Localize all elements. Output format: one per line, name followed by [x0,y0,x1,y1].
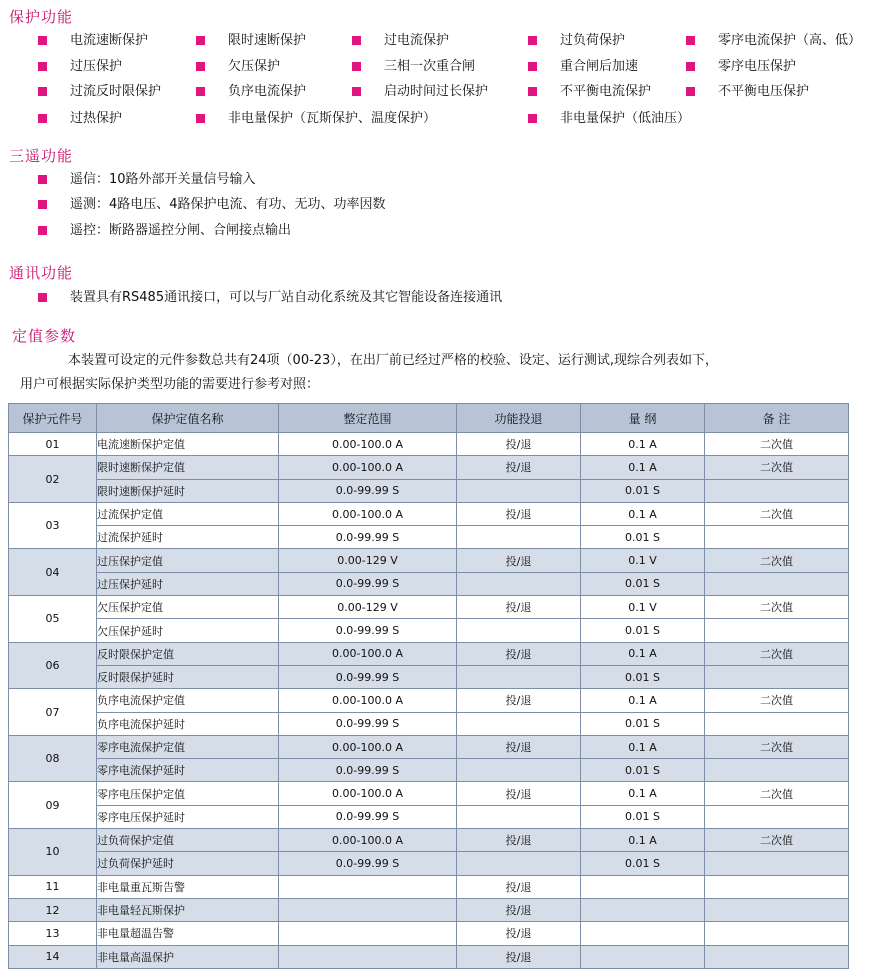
element-no-cell: 13 [9,922,97,945]
bullet-square-icon [38,87,47,96]
note-cell [705,922,849,945]
switch-cell [457,572,581,595]
table-row [9,549,849,572]
range-cell: 0.0-99.99 S [279,805,457,828]
bullet-square-icon [196,36,205,45]
element-no-cell: 11 [9,875,97,898]
note-cell: 二次值 [705,456,849,479]
unit-cell: 0.1 A [581,689,705,712]
protection-item-label: 三相一次重合闸 [384,59,476,74]
table-header-row [9,404,849,433]
bullet-square-icon [528,36,537,45]
setting-name-cell: 零序电压保护延时 [97,805,279,828]
setting-name-cell: 负序电流保护定值 [97,689,279,712]
setting-name-cell: 限时速断保护延时 [97,479,279,502]
note-cell [705,898,849,921]
note-cell [705,852,849,875]
unit-cell: 0.01 S [581,852,705,875]
bullet-square-icon [38,114,47,123]
unit-cell: 0.01 S [581,572,705,595]
range-cell: 0.00-100.0 A [279,642,457,665]
switch-cell: 投/退 [457,456,581,479]
switch-cell: 投/退 [457,782,581,805]
switch-cell [457,526,581,549]
switch-cell [457,805,581,828]
range-cell: 0.00-100.0 A [279,502,457,525]
switch-cell: 投/退 [457,735,581,758]
setting-name-cell: 过负荷保护定值 [97,829,279,852]
bullet-square-icon [686,87,695,96]
setting-name-cell: 零序电压保护定值 [97,782,279,805]
table-row [9,759,849,782]
element-no-cell: 04 [9,549,97,596]
range-cell: 0.00-100.0 A [279,456,457,479]
protection-item-label: 零序电流保护（高、低） [718,33,862,48]
header-element-no: 保护元件号 [9,404,97,433]
bullet-square-icon [528,114,537,123]
range-cell: 0.0-99.99 S [279,479,457,502]
bullet-square-icon [686,36,695,45]
protection-item-label: 过负荷保护 [560,33,626,48]
protection-item-label: 零序电压保护 [718,59,797,74]
table-row [9,619,849,642]
settings-section-title: 定值参数 [12,327,77,345]
bullet-square-icon [38,175,47,184]
table-row [9,829,849,852]
unit-cell [581,875,705,898]
header-switch: 功能投退 [457,404,581,433]
element-no-cell: 05 [9,596,97,643]
bullet-square-icon [38,200,47,209]
unit-cell: 0.1 A [581,735,705,758]
element-no-cell: 07 [9,689,97,736]
unit-cell: 0.01 S [581,712,705,735]
note-cell: 二次值 [705,689,849,712]
protection-item-label: 负序电流保护 [228,84,307,99]
bullet-square-icon [352,62,361,71]
settings-table [8,403,849,969]
bullet-square-icon [352,87,361,96]
note-cell [705,759,849,782]
table-row [9,433,849,456]
unit-cell: 0.1 A [581,782,705,805]
bullet-square-icon [528,62,537,71]
setting-name-cell: 欠压保护延时 [97,619,279,642]
element-no-cell: 10 [9,829,97,876]
range-cell: 0.0-99.99 S [279,572,457,595]
range-cell: 0.00-100.0 A [279,829,457,852]
element-no-cell: 03 [9,502,97,549]
unit-cell: 0.1 A [581,829,705,852]
note-cell [705,945,849,968]
table-row [9,805,849,828]
element-no-cell: 01 [9,433,97,456]
range-cell: 0.0-99.99 S [279,759,457,782]
element-no-cell: 14 [9,945,97,968]
switch-cell [457,665,581,688]
range-cell [279,898,457,921]
setting-name-cell: 限时速断保护定值 [97,456,279,479]
setting-name-cell: 非电量重瓦斯告警 [97,875,279,898]
unit-cell [581,945,705,968]
table-row [9,596,849,619]
table-row [9,782,849,805]
remote-item-label: 遥控：断路器遥控分闸、合闸接点输出 [70,223,292,238]
element-no-cell: 02 [9,456,97,503]
table-row [9,712,849,735]
header-unit: 量 纲 [581,404,705,433]
switch-cell [457,759,581,782]
range-cell: 0.00-100.0 A [279,735,457,758]
note-cell: 二次值 [705,596,849,619]
table-row [9,875,849,898]
switch-cell: 投/退 [457,433,581,456]
unit-cell: 0.1 V [581,596,705,619]
note-cell [705,805,849,828]
unit-cell: 0.1 V [581,549,705,572]
range-cell: 0.00-129 V [279,596,457,619]
element-no-cell: 08 [9,735,97,782]
unit-cell: 0.1 A [581,502,705,525]
setting-name-cell: 过压保护延时 [97,572,279,595]
protection-item-label: 不平衡电流保护 [560,84,652,99]
note-cell: 二次值 [705,549,849,572]
bullet-square-icon [196,114,205,123]
switch-cell: 投/退 [457,549,581,572]
protection-item-label: 过流反时限保护 [70,84,162,99]
setting-name-cell: 电流速断保护定值 [97,433,279,456]
settings-intro-line-2: 用户可根据实际保护类型功能的需要进行参考对照： [20,377,320,392]
table-row [9,526,849,549]
switch-cell [457,479,581,502]
range-cell [279,922,457,945]
note-cell: 二次值 [705,433,849,456]
protection-section-title: 保护功能 [9,8,74,26]
range-cell: 0.0-99.99 S [279,665,457,688]
setting-name-cell: 过流保护延时 [97,526,279,549]
table-row [9,922,849,945]
bullet-square-icon [196,87,205,96]
range-cell: 0.0-99.99 S [279,712,457,735]
protection-item-label: 欠压保护 [228,59,281,74]
switch-cell [457,852,581,875]
range-cell: 0.0-99.99 S [279,619,457,642]
bullet-square-icon [352,36,361,45]
element-no-cell: 12 [9,898,97,921]
switch-cell [457,712,581,735]
unit-cell: 0.1 A [581,433,705,456]
setting-name-cell: 过流保护定值 [97,502,279,525]
remote-item-label: 遥测：4路电压、4路保护电流、有功、无功、功率因数 [70,197,386,212]
protection-item-label: 过压保护 [70,59,123,74]
unit-cell: 0.01 S [581,619,705,642]
bullet-square-icon [38,293,47,302]
unit-cell: 0.01 S [581,665,705,688]
note-cell: 二次值 [705,735,849,758]
switch-cell: 投/退 [457,829,581,852]
table-row [9,642,849,665]
bullet-square-icon [38,226,47,235]
note-cell: 二次值 [705,502,849,525]
switch-cell: 投/退 [457,642,581,665]
element-no-cell: 09 [9,782,97,829]
unit-cell: 0.1 A [581,642,705,665]
unit-cell: 0.01 S [581,805,705,828]
protection-item-label: 电流速断保护 [70,33,149,48]
switch-cell: 投/退 [457,689,581,712]
note-cell [705,526,849,549]
switch-cell: 投/退 [457,922,581,945]
settings-intro-line-1: 本装置可设定的元件参数总共有24项（00-23），在出厂前已经过严格的校验、设定、运行测试,现综合列表如下， [68,353,718,368]
unit-cell [581,922,705,945]
setting-name-cell: 过压保护定值 [97,549,279,572]
table-row [9,945,849,968]
table-row [9,502,849,525]
setting-name-cell: 反时限保护定值 [97,642,279,665]
switch-cell [457,619,581,642]
setting-name-cell: 零序电流保护定值 [97,735,279,758]
element-no-cell: 06 [9,642,97,689]
range-cell: 0.00-129 V [279,549,457,572]
bullet-square-icon [528,87,537,96]
switch-cell: 投/退 [457,945,581,968]
range-cell [279,945,457,968]
remote-item-label: 遥信：10路外部开关量信号输入 [70,172,256,187]
setting-name-cell: 欠压保护定值 [97,596,279,619]
note-cell [705,665,849,688]
protection-item-label: 非电量保护（瓦斯保护、温度保护） [228,111,437,126]
header-setting-name: 保护定值名称 [97,404,279,433]
note-cell: 二次值 [705,642,849,665]
bullet-square-icon [38,62,47,71]
header-range: 整定范围 [279,404,457,433]
setting-name-cell: 非电量高温保护 [97,945,279,968]
setting-name-cell: 过负荷保护延时 [97,852,279,875]
header-note: 备 注 [705,404,849,433]
bullet-square-icon [686,62,695,71]
setting-name-cell: 非电量超温告警 [97,922,279,945]
protection-item-label: 重合闸后加速 [560,59,639,74]
switch-cell: 投/退 [457,898,581,921]
protection-item-label: 过电流保护 [384,33,450,48]
note-cell [705,619,849,642]
range-cell [279,875,457,898]
unit-cell: 0.01 S [581,479,705,502]
remote-section-title: 三遥功能 [9,147,74,165]
range-cell: 0.00-100.0 A [279,433,457,456]
bullet-square-icon [38,36,47,45]
table-row [9,456,849,479]
range-cell: 0.00-100.0 A [279,782,457,805]
protection-item-label: 非电量保护（低油压） [560,111,691,126]
bullet-square-icon [196,62,205,71]
note-cell [705,875,849,898]
comm-section-title: 通讯功能 [9,264,74,282]
note-cell [705,479,849,502]
range-cell: 0.00-100.0 A [279,689,457,712]
table-row [9,852,849,875]
comm-item-label: 装置具有RS485通讯接口，可以与厂站自动化系统及其它智能设备连接通讯 [70,290,503,305]
protection-item-label: 启动时间过长保护 [384,84,489,99]
switch-cell: 投/退 [457,596,581,619]
note-cell [705,712,849,735]
table-row [9,479,849,502]
unit-cell: 0.01 S [581,526,705,549]
protection-item-label: 限时速断保护 [228,33,307,48]
setting-name-cell: 零序电流保护延时 [97,759,279,782]
note-cell: 二次值 [705,782,849,805]
switch-cell: 投/退 [457,502,581,525]
table-row [9,689,849,712]
setting-name-cell: 非电量轻瓦斯保护 [97,898,279,921]
unit-cell: 0.1 A [581,456,705,479]
note-cell: 二次值 [705,829,849,852]
range-cell: 0.0-99.99 S [279,852,457,875]
setting-name-cell: 负序电流保护延时 [97,712,279,735]
table-row [9,898,849,921]
protection-item-label: 不平衡电压保护 [718,84,810,99]
table-row [9,665,849,688]
unit-cell: 0.01 S [581,759,705,782]
protection-item-label: 过热保护 [70,111,123,126]
switch-cell: 投/退 [457,875,581,898]
range-cell: 0.0-99.99 S [279,526,457,549]
table-row [9,572,849,595]
setting-name-cell: 反时限保护延时 [97,665,279,688]
unit-cell [581,898,705,921]
table-row [9,735,849,758]
note-cell [705,572,849,595]
